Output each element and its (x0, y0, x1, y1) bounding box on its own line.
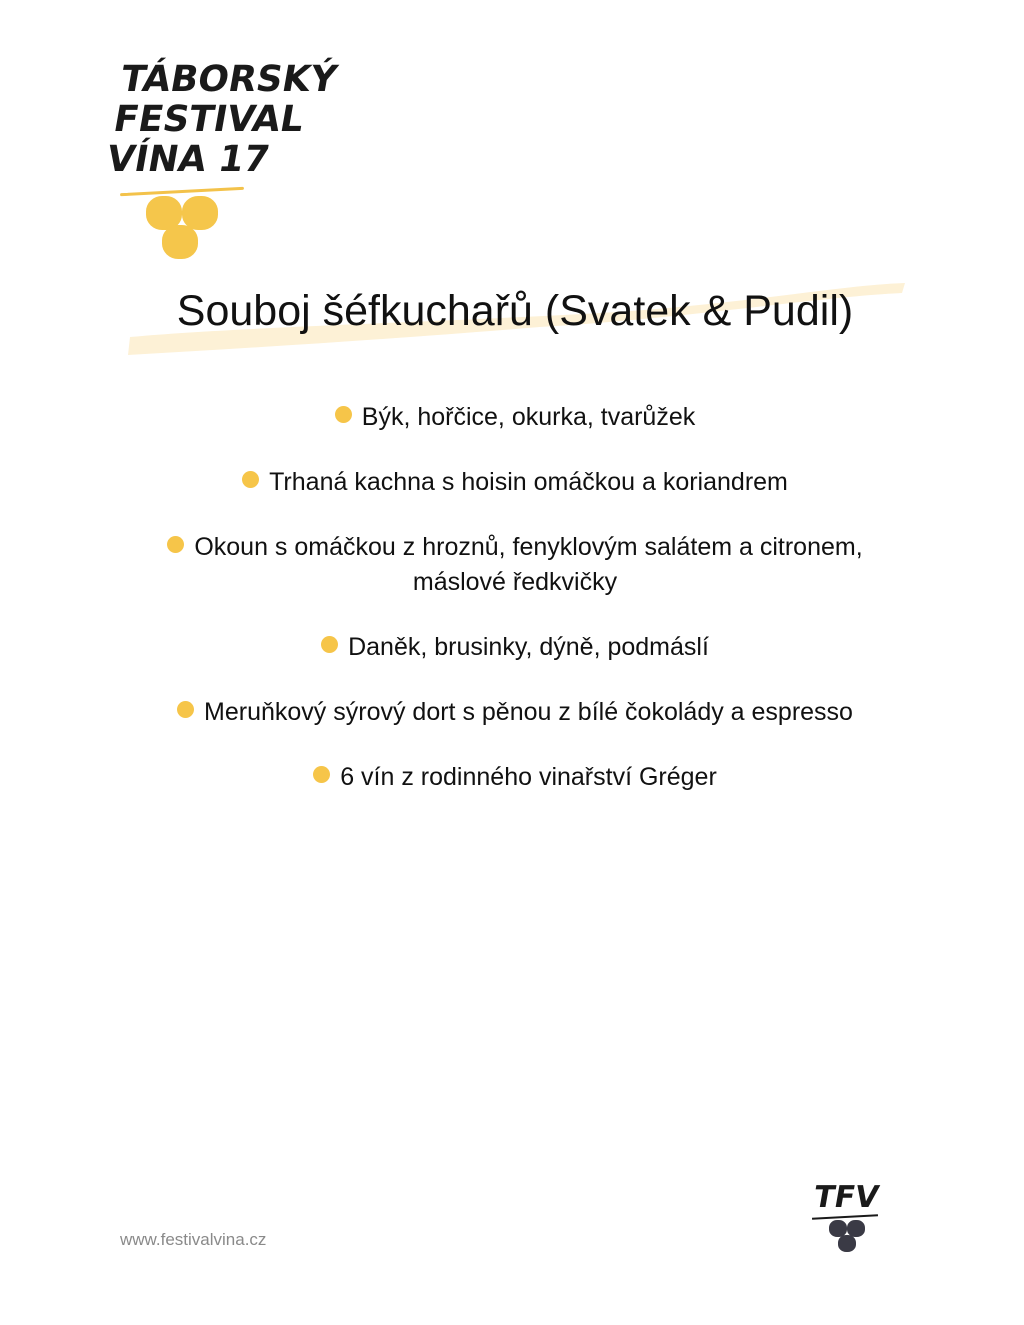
page-title: Souboj šéfkuchařů (Svatek & Pudil) (176, 287, 854, 335)
bullet-icon (335, 406, 352, 423)
menu-item-text: Meruňkový sýrový dort s pěnou z bílé čokolády a espresso (204, 698, 853, 726)
menu-item-text: Daněk, brusinky, dýně, podmáslí (348, 633, 709, 661)
logo-line-1: TÁBORSKÝ (117, 59, 341, 100)
bullet-icon (242, 471, 259, 488)
logo-line-3: VÍNA 17 (103, 139, 273, 180)
menu-item-text: Okoun s omáčkou z hroznů, fenyklovým salátem a citronem, máslové ředkvičky (194, 533, 863, 596)
website-url: www.festivalvina.cz (120, 1230, 267, 1249)
bullet-icon (313, 766, 330, 783)
tfv-logo-text: TFV (811, 1180, 882, 1215)
list-item (110, 760, 920, 795)
menu-item-text: Býk, hořčice, okurka, tvarůžek (361, 403, 696, 431)
festival-logo-text (103, 60, 339, 180)
bullet-icon (167, 536, 184, 553)
list-item (110, 530, 920, 600)
menu-list (110, 400, 920, 825)
menu-item-text: 6 vín z rodinného vinařství Gréger (340, 763, 717, 791)
festival-logo (103, 59, 341, 260)
logo-line-2: FESTIVAL (110, 99, 307, 140)
logo-underline (120, 187, 244, 196)
bullet-icon (321, 636, 338, 653)
title-block (120, 275, 910, 360)
menu-item-text: Trhaná kachna s hoisin omáčkou a koriandrem (269, 468, 788, 496)
list-item (110, 400, 920, 435)
tfv-logo (812, 1182, 884, 1256)
list-item (110, 695, 920, 730)
list-item (110, 465, 920, 500)
tfv-logo-underline (812, 1214, 878, 1219)
bullet-icon (177, 701, 194, 718)
list-item (110, 630, 920, 665)
